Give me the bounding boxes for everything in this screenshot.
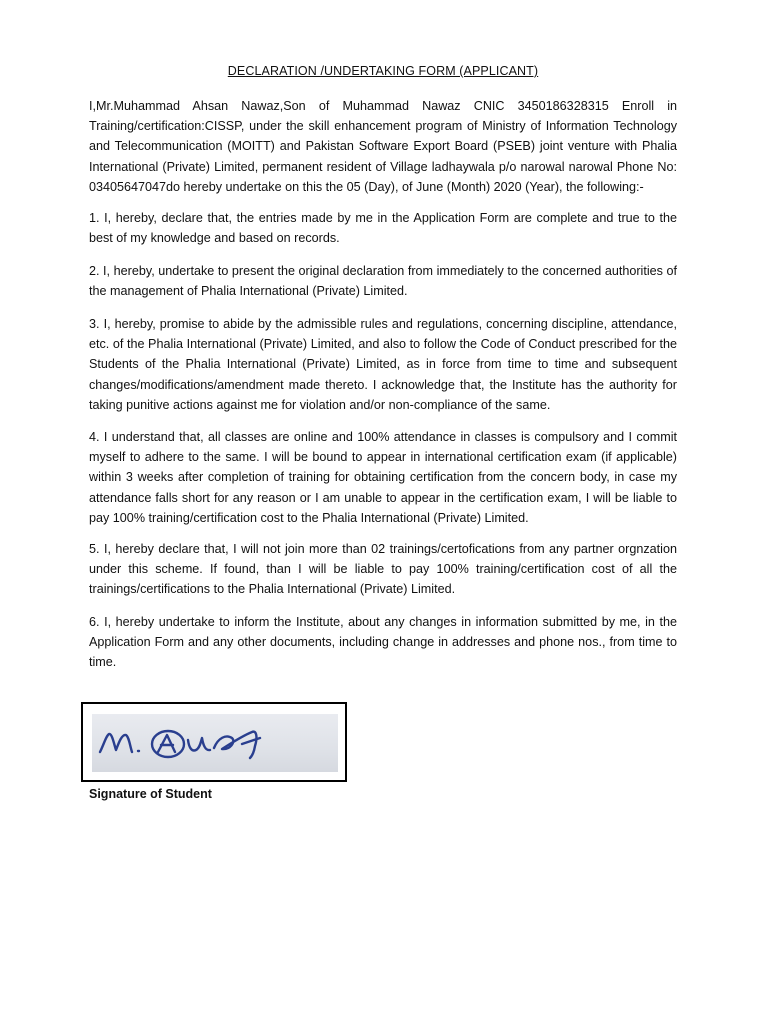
- form-title: DECLARATION /UNDERTAKING FORM (APPLICANT): [227, 64, 539, 78]
- handwritten-signature-icon: [92, 714, 338, 772]
- signature-label: Signature of Student: [89, 787, 212, 801]
- signature-image: [92, 714, 338, 772]
- clause-5: 5. I, hereby declare that, I will not join more than 02 trainings/certofications from any partner orgnzation under this scheme. If found, than I will be liable to pay 100% training/certification cost of all the trainings/certifications to the Phalia International (Private) Limited.: [89, 542, 677, 597]
- intro-paragraph: I,Mr.Muhammad Ahsan Nawaz,Son of Muhammad Nawaz CNIC 3450186328315 Enroll in Training/certification:CISSP, under the skill enhancement program of Ministry of Information Technology and Telecommunication (MOITT) and Pakistan Software Export Board (PSEB) joint venture with Phalia International (Private) Limited, permanent resident of Village ladhaywala p/o narowal narowal Phone No: 03405647047do hereby undertake on this the 05 (Day), of June (Month) 2020 (Year), the following:-: [89, 99, 677, 194]
- clause-6: 6. I, hereby undertake to inform the Institute, about any changes in information submitted by me, in the Application Form and any other documents, including change in addresses and phone nos., from time to time.: [89, 615, 677, 670]
- signature-box: [81, 702, 347, 782]
- clause-1: 1. I, hereby, declare that, the entries made by me in the Application Form are complete and true to the best of my knowledge and based on records.: [89, 211, 677, 246]
- clause-3: 3. I, hereby, promise to abide by the admissible rules and regulations, concerning discipline, attendance, etc. of the Phalia International (Private) Limited, and also to follow the Code of Conduct prescribed for the Students of the Phalia International (Private) Limited, as in force from time to time and subsequent changes/modifications/amendment made thereto. I acknowledge that, the Institute has the authority for taking punitive actions against me for violation and/or non-compliance of the same.: [89, 317, 677, 412]
- clause-4: 4. I understand that, all classes are online and 100% attendance in classes is compulsory and I commit myself to adhere to the same. I will be bound to appear in international certification exam (if applicable) within 3 weeks after completion of training for obtaining certification from the concern body, in case my attendance falls short for any reason or I am unable to appear in the certification exam, I will be liable to pay 100% training/certification cost to the Phalia International (Private) Limited.: [89, 430, 677, 525]
- clause-2: 2. I, hereby, undertake to present the original declaration from immediately to the concerned authorities of the management of Phalia International (Private) Limited.: [89, 264, 677, 299]
